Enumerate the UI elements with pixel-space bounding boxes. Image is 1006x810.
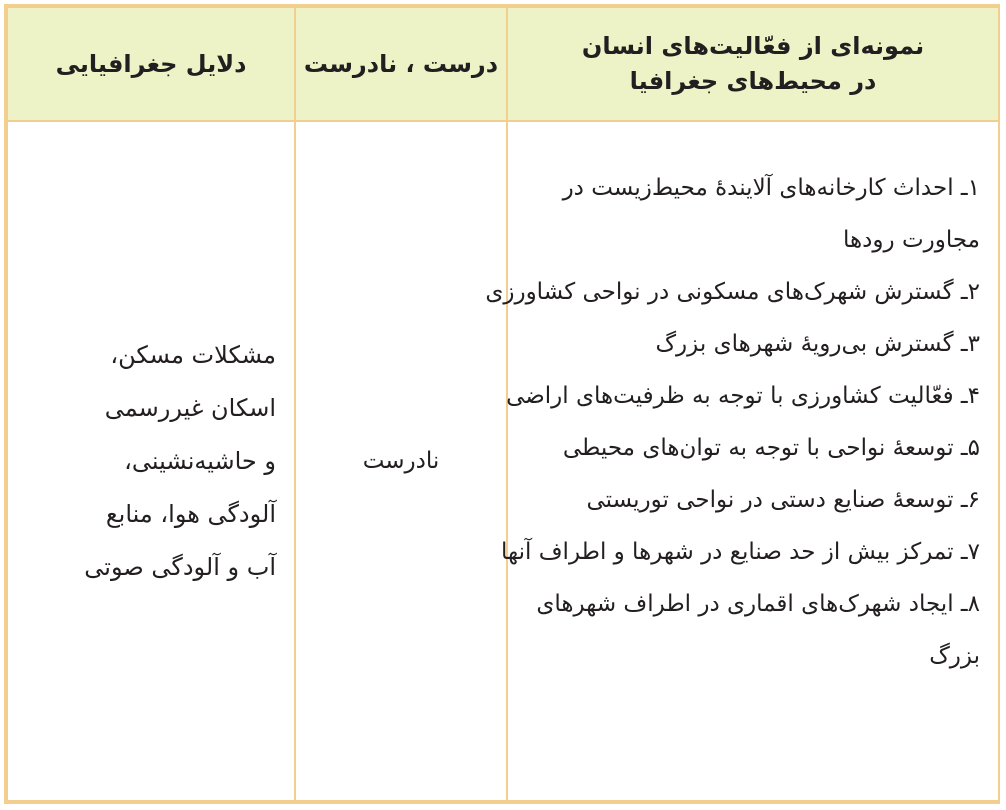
- activity-item: [485, 266, 980, 318]
- activity-item: [506, 370, 980, 422]
- header-row: [7, 7, 999, 121]
- activity-line: ۵ـ توسعهٔ نواحی با توجه به توان‌های محیطی: [562, 435, 980, 461]
- activity-line: ۱ـ احداث کارخانه‌های آلایندهٔ محیط‌زیست در: [562, 175, 980, 201]
- reason-line: و حاشیه‌نشینی،: [124, 446, 276, 475]
- reason-line: مشکلات مسکن،: [110, 340, 276, 369]
- activity-line: ۲ـ گسترش شهرک‌های مسکونی در نواحی کشاورزی: [485, 279, 980, 305]
- reasons-list: [26, 329, 276, 594]
- activity-item: [526, 474, 980, 526]
- activity-line: ۳ـ گسترش بی‌رویهٔ شهرهای بزرگ: [655, 331, 980, 357]
- activity-item: [526, 162, 980, 266]
- activity-item: [526, 578, 980, 682]
- body-row: [7, 121, 999, 801]
- activities-cell: [485, 121, 999, 801]
- header-geographic-reasons: دلایل جغرافیایی: [7, 7, 295, 121]
- geography-activities-table: [6, 6, 1000, 802]
- true-false-answer: نادرست: [295, 121, 507, 801]
- activity-line: ۶ـ توسعهٔ صنایع دستی در نواحی توریستی: [586, 487, 980, 513]
- geographic-reasons-cell: [7, 121, 295, 801]
- activity-line: مجاورت رودها: [843, 227, 980, 253]
- activity-item: [526, 318, 980, 370]
- activity-line: ۸ـ ایجاد شهرک‌های اقماری در اطراف شهرهای: [536, 591, 980, 617]
- exercise-table-frame: [4, 4, 1000, 804]
- reason-line: آب و آلودگی صوتی: [84, 552, 276, 581]
- activity-item: [501, 526, 980, 578]
- activity-line: ۷ـ تمرکز بیش از حد صنایع در شهرها و اطراف آنها: [501, 539, 980, 565]
- reason-line: اسکان غیررسمی: [104, 393, 276, 422]
- header-activities: نمونه‌ای از فعّالیت‌های انسان در محیط‌های جغرافیا: [507, 7, 999, 121]
- activities-list: [485, 162, 980, 682]
- reason-line: آلودگی هوا، منابع: [105, 499, 276, 528]
- activity-item: [526, 422, 980, 474]
- activity-line: ۴ـ فعّالیت کشاورزی با توجه به ظرفیت‌های اراضی: [506, 383, 980, 409]
- header-true-false: درست ، نادرست: [295, 7, 507, 121]
- activity-line: بزرگ: [929, 643, 980, 669]
